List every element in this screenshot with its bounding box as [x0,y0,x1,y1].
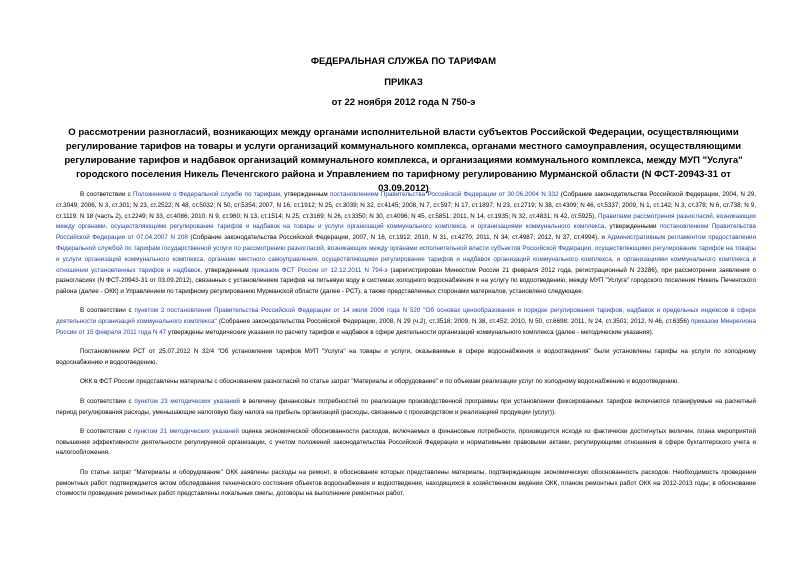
paragraph-text: , утвержденными [604,223,660,231]
paragraph-text: (Собрание законодательства Российской Федерации, 2008, N 29 (ч.2), ст.3518; 2009, N 38, ст.452; 2010, N 50, ст.6698; 2011, N 24, ст.3501; 2012, N 46, ст.6356) [216,318,691,326]
document-link[interactable]: Административным регламентом предоставления Федеральной службой по тарифам государственной услуги по рассмотрению разногласий, возникающих между органами исполнительной власти субъектов Российской Федерации, осуществляющими регулирование тарифов на товары и услуги организаций коммунального комплекса, органами местного самоуправления, осуществляющими регулирование тарифов и надбавок организаций коммунального комплекса, и организациями коммунального комплекса в отношении установленных тарифов и надбавок [56,234,756,274]
paragraph-text: в величину финансовых потребностей по реализации производственной программы при установлении фиксированных тарифов включаются планируемые на расчетный период регулирования расходы, уменьшающие налоговую базу налога на прибыль организаций (расходы, связанные с производством и реализацией продукции (услуг)). [56,397,756,416]
paragraph [56,190,756,298]
document-date: от 22 ноября 2012 года N 750-э [331,97,476,108]
document-type: ПРИКАЗ [384,77,423,88]
document-link[interactable]: Правилами рассмотрения разногласий, возникающих между органами, осуществляющими регулирование тарифов и надбавок на товары и услуги организаций коммунального комплекса, и организациями коммунального комплекса [56,212,756,231]
paragraph-text: оценка экономической обоснованности расходов, включаемых в финансовые потребности, производится исходя из фактически достигнутых величин, плана мероприятий повышения эффективности деятельности регулируемой организации, с учетом положений законодательства Российской Федерации и нормативными правовыми актами, регулирующими отношения в сфере бухгалтерского учета и налогообложения. [56,427,756,457]
paragraph-text: В соответствии с [80,427,134,435]
document-link[interactable]: приказом ФСТ России от 12.12.2011 N 794-э [251,266,388,274]
paragraph-text: (Собрание законодательства Российской Федерации, 2007, N 16, ст.1912; 2010, N 31, ст.4270; 2011, N 34, ст.4987; 2012, N 37, ст.4994), и [187,234,608,242]
paragraph-text: , утвержденным [200,266,252,274]
document-link[interactable]: пунктом 2 постановления Правительства Российской Федерации от 14 июля 2008 года N 520 "Об основах ценообразования и порядке регулирования тарифов, надбавок и предельных индексов в сфере деятельности организаций коммунального комплекса" [56,307,757,326]
paragraph-text: По статье затрат "Материалы и оборудование" ОКК заявлены расходы на ремонт, в обоснование которых представлены материалы, подтверждающие экономическую обоснованность расходов. Необходимость проведения ремонтных работ подтверждается актом обследования технического состояния объектов водоснабжения и водоотведения, находящихся в хозяйственном ведении ОКК, планом ремонтных работ ОКК на 2012-2013 годы; в обоснование стоимости проведения ремонтных работ представлены локальные сметы, договоры на выполнение ремонтных работ. [56,468,756,498]
paragraph [56,347,756,369]
paragraph-text: , утвержденным [280,191,331,198]
paragraph [56,377,756,388]
document-link[interactable]: приказом Минрегиона России от 15 февраля 2011 года N 47 [56,318,756,337]
document-link[interactable]: постановлением Правительства Российской Федерации от 30.06.2004 N 332 [330,191,559,198]
paragraph [56,427,756,459]
paragraph-text: (Собрание законодательства Российской Федерации, 2004, N 29, ст.3049; 2006, N 3, ст.301; N 23, ст.2522; N 48, ст.5032; N 50, ст.5354; 2007, N 16, ст.1912; N 25, ст.3039; N 32, ст.4145; 2008, N 7, ст.597; N 17, ст.1897; N 23, ст.2719; N 38, ст.4309; N 46, ст.5337; 2009, N 1, ст.142; N 3, ст.378; N 6, ст.738; N 9, ст.1119; N 18 (часть 2), ст.2249; N 33, ст.4086; 2010, N 9, ст.960; N 13, ст.1514; N 25, ст.3169; N 26, ст.3350; N 30, ст.4096; N 45, ст.5851; 2011, N 14, ст.1935; N 32, ст.4831; N 42, ст.5925), [56,191,756,220]
paragraph-text: утверждены методические указания по расчету тарифов и надбавок в сфере деятельности организаций коммунального комплекса (далее - методические указания). [166,329,654,337]
paragraph-text: В соответствии с [80,397,135,405]
document-link[interactable]: постановлением Правительства Российской Федерации от 07.04.2007 N 208 [56,223,756,242]
document-body [56,190,756,509]
document-title: О рассмотрении разногласий, возникающих между органами исполнительной власти субъектов Российской Федерации, осуществляющими регулирование тарифов на товары и услуги организаций коммунального комплекса, органами местного самоуправления, осуществляющими регулирование тарифов и надбавок организаций коммунального комплекса, и организациями коммунального комплекса, между МУП "Услуга" городского поселения Никель Печенгского района и Управлением по тарифному регулированию Мурманской области (N ФСТ-20943-31 от 03.09.2012) [64,127,743,194]
agency-name: ФЕДЕРАЛЬНАЯ СЛУЖБА ПО ТАРИФАМ [310,56,497,67]
paragraph-text: (зарегистрирован Минюстом России 21 февраля 2012 года, регистрационный N 23286), при рассмотрении заявления о разногласиях (N ФСТ-20943-31 от 03.09.2012), связанных с установлением тарифов на питьевую воду в системах холодного водоснабжения и на услугу по водоотведению, между МУП "Услуга" городского поселения Никель Печенгского района (далее - ОКК) и Управлением по тарифному регулированию Мурманской области (далее - РСТ), а также представленных сторонами материалов, установлено следующее. [56,266,756,296]
paragraph-text: ОКК в ФСТ России представлены материалы с обоснованием разногласий по статье затрат "Материалы и оборудование" и по объемам реализации услуг по холодному водоснабжению и водоотведению. [80,378,679,386]
paragraph-text: В соответствии с [80,307,135,315]
document-link[interactable]: пунктом 21 методических указаний [133,427,239,435]
paragraph [56,468,756,500]
paragraph-text: В соответствии с [80,191,134,198]
document-link[interactable]: пунктом 23 методических указаний [134,397,240,405]
paragraph-text: Постановлением РСТ от 25.07.2012 N 32/4 "Об установлении тарифов МУП "Услуга" на товары и услуги, оказываемые в сфере водоснабжения и водоотведения" были установлены тарифы на услуги по холодному водоснабжению и водоотведению. [56,348,756,367]
paragraph [56,397,756,419]
document-link[interactable]: Положением о Федеральной службе по тарифам [133,191,281,198]
paragraph [56,306,756,338]
